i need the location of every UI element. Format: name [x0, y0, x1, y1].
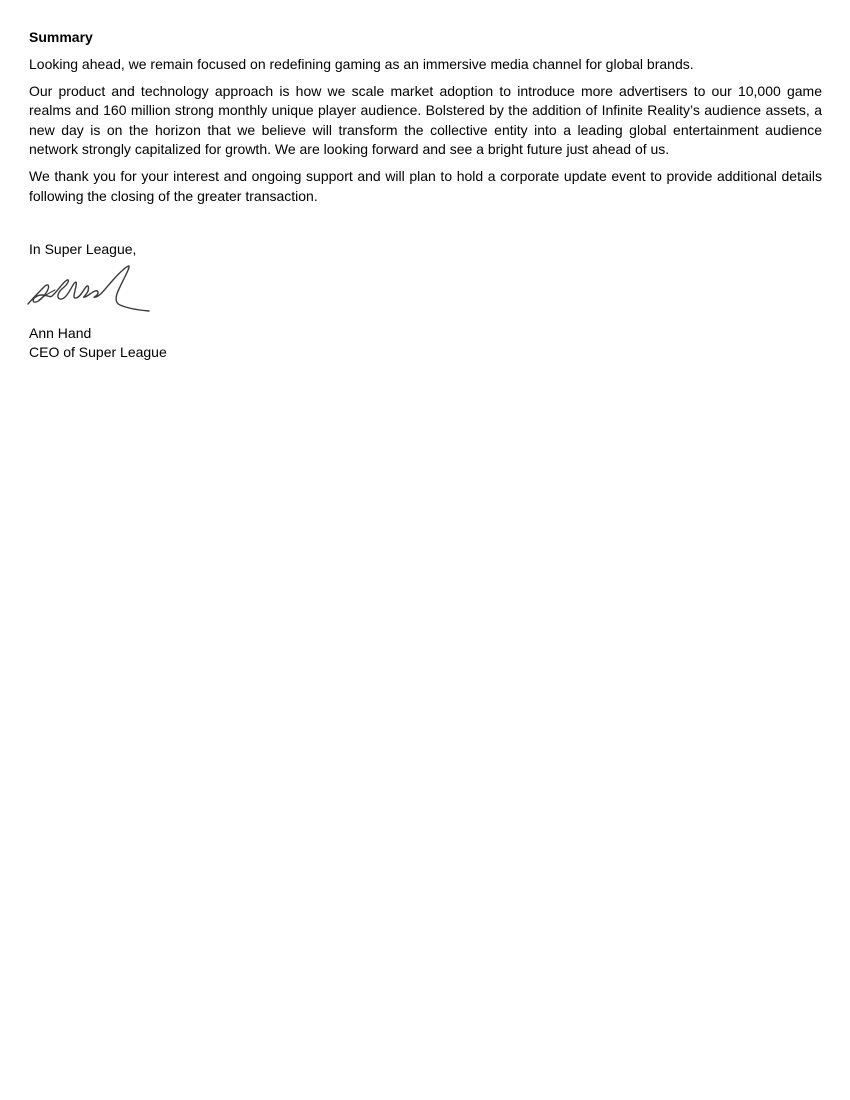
handwritten-signature — [25, 262, 155, 322]
signer-title: CEO of Super League — [29, 344, 167, 361]
paragraph-thanks: We thank you for your interest and ongoing support and will plan to hold a corporate update event to provide additional details following the closing of the greater transaction. — [29, 167, 822, 204]
section-heading: Summary — [29, 29, 93, 45]
letter-page — [29, 28, 822, 362]
closing-line: In Super League, — [29, 241, 137, 258]
signer-name: Ann Hand — [29, 325, 92, 342]
paragraph-outlook: Looking ahead, we remain focused on redefining gaming as an immersive media channel for global brands. — [29, 56, 694, 72]
paragraph-strategy: Our product and technology approach is how we scale market adoption to introduce more advertisers to our 10,000 game realms and 160 million strong monthly unique player audience. Bolstered by the addition of Infinite Reality’s audience assets, a new day is on the horizon that we believe will transform the collective entity into a leading global entertainment audience network strongly capitalized for growth. We are looking forward and see a bright future just ahead of us. — [29, 82, 822, 158]
